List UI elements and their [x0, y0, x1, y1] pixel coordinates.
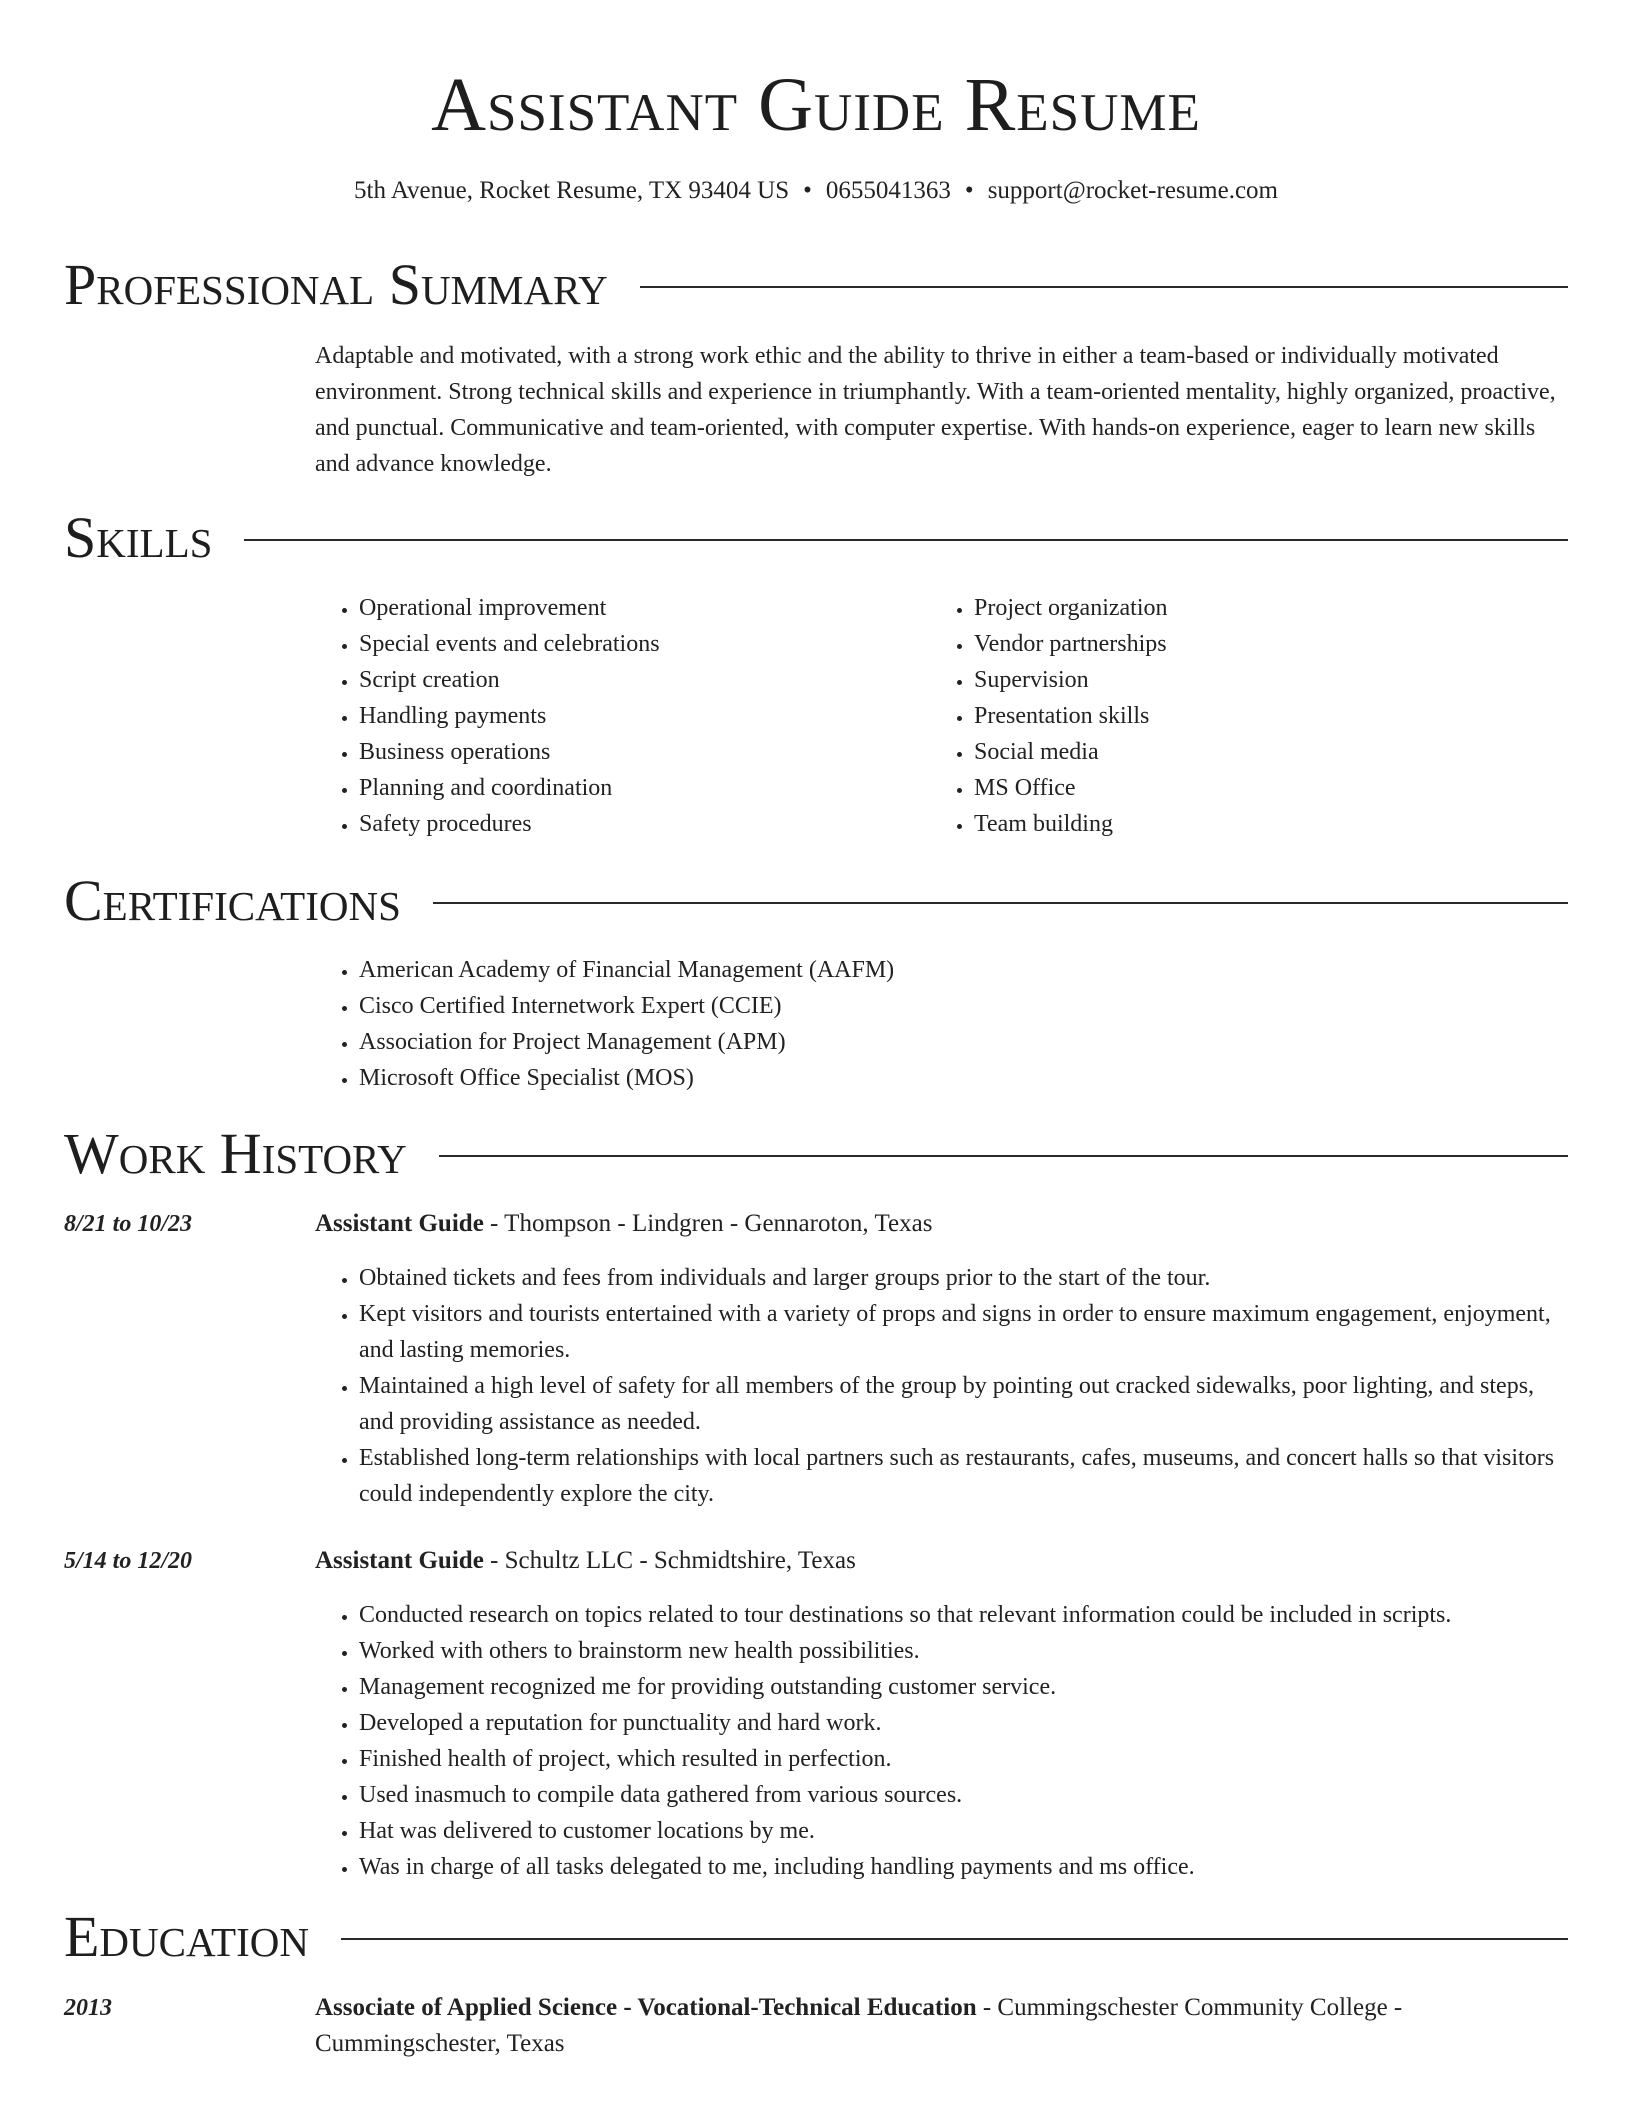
job-role: Assistant Guide: [315, 1547, 484, 1574]
certifications-header: [64, 866, 1568, 936]
list-item: • Presentation skills: [974, 698, 1570, 734]
list-item: • Was in charge of all tasks delegated to me, including handling payments and ms office.: [359, 1849, 1570, 1885]
list-item: • Conducted research on topics related to tour destinations so that relevant information could be included in scripts.: [359, 1597, 1570, 1633]
list-item: • Kept visitors and tourists entertained with a variety of props and signs in order to ensure maximum engagement, enjoyment, and lasting memories.: [359, 1296, 1570, 1368]
certifications-block: [315, 952, 1570, 1096]
section-divider: [341, 1938, 1568, 1940]
education-header: [64, 1902, 1568, 1972]
section-divider: [439, 1155, 1568, 1157]
section-divider: [244, 539, 1568, 541]
list-item: • Hat was delivered to customer locations by me.: [359, 1813, 1570, 1849]
contact-email: support@rocket-resume.com: [987, 177, 1278, 204]
job-company: - Schultz LLC - Schmidtshire, Texas: [483, 1547, 856, 1574]
list-item: • Safety procedures: [359, 806, 915, 842]
list-item: • Microsoft Office Specialist (MOS): [359, 1060, 1570, 1096]
skills-header: [64, 503, 1568, 573]
contact-separator: •: [803, 177, 812, 204]
job-bullets: [315, 1597, 1570, 1885]
skills-list: [315, 590, 915, 842]
list-item: • Supervision: [974, 662, 1570, 698]
list-item: • Business operations: [359, 734, 915, 770]
list-item: • Management recognized me for providing outstanding customer service.: [359, 1669, 1570, 1705]
job-dates: 5/14 to 12/20: [64, 1548, 193, 1574]
section-divider: [640, 286, 1568, 288]
job-bullets: [315, 1260, 1570, 1512]
job-title: [315, 1206, 1570, 1242]
education-degree: Associate of Applied Science - Vocational-Technical Education: [315, 1994, 977, 2021]
list-item: • Special events and celebrations: [359, 626, 915, 662]
section-title: Work History: [64, 1121, 407, 1186]
contact-line: [0, 175, 1632, 207]
job-role: Assistant Guide: [315, 1210, 484, 1237]
list-item: • Operational improvement: [359, 590, 915, 626]
section-title: Skills: [64, 505, 213, 570]
section-divider: [433, 902, 1568, 904]
list-item: • Vendor partnerships: [974, 626, 1570, 662]
list-item: • Obtained tickets and fees from individuals and larger groups prior to the start of the tour.: [359, 1260, 1570, 1296]
summary-text: Adaptable and motivated, with a strong work ethic and the ability to thrive in either a team-based or individually motivated environment. Strong technical skills and experience in triumphantly. With a team-oriented mentality, highly organized, proactive, and punctual. Communicative and team-oriented, with computer expertise. With hands-on experience, eager to learn new skills and advance knowledge.: [315, 343, 1556, 477]
list-item: • Developed a reputation for punctuality and hard work.: [359, 1705, 1570, 1741]
job-company: - Thompson - Lindgren - Gennaroton, Texas: [483, 1210, 933, 1237]
list-item: • Team building: [974, 806, 1570, 842]
contact-address: 5th Avenue, Rocket Resume, TX 93404 US: [354, 177, 790, 204]
list-item: • Association for Project Management (APM): [359, 1024, 1570, 1060]
list-item: • Used inasmuch to compile data gathered from various sources.: [359, 1777, 1570, 1813]
resume-name: Assistant Guide Resume: [431, 63, 1201, 147]
skills-column-right: [930, 590, 1570, 842]
list-item: • Project organization: [974, 590, 1570, 626]
list-item: • Maintained a high level of safety for all members of the group by pointing out cracked sidewalks, poor lighting, and steps, and providing assistance as needed.: [359, 1368, 1570, 1440]
job-details: [315, 1597, 1570, 1885]
list-item: • Established long-term relationships with local partners such as restaurants, cafes, museums, and concert halls so that visitors could independently explore the city.: [359, 1440, 1570, 1512]
summary-header: [64, 250, 1568, 320]
education-year: 2013: [64, 1995, 112, 2021]
list-item: • MS Office: [974, 770, 1570, 806]
list-item: • Script creation: [359, 662, 915, 698]
contact-separator: •: [964, 177, 974, 204]
education-entry: [315, 1990, 1570, 2062]
list-item: • Cisco Certified Internetwork Expert (CCIE): [359, 988, 1570, 1024]
list-item: • Finished health of project, which resulted in perfection.: [359, 1741, 1570, 1777]
list-item: • Worked with others to brainstorm new health possibilities.: [359, 1633, 1570, 1669]
list-item: • Planning and coordination: [359, 770, 915, 806]
education-school: - Cummingschester Community College - Cummingschester, Texas: [315, 1994, 1403, 2057]
section-title: Professional Summary: [64, 252, 608, 317]
job-dates: 8/21 to 10/23: [64, 1211, 193, 1237]
list-item: • Handling payments: [359, 698, 915, 734]
skills-column-left: [315, 590, 915, 842]
list-item: • American Academy of Financial Management (AAFM): [359, 952, 1570, 988]
section-title: Education: [64, 1904, 309, 1969]
certifications-list: [315, 952, 1570, 1096]
contact-phone: 0655041363: [825, 177, 951, 204]
list-item: • Social media: [974, 734, 1570, 770]
work-history-header: [64, 1119, 1568, 1189]
job-details: [315, 1260, 1570, 1512]
job-title: [315, 1543, 1570, 1579]
section-title: Certifications: [64, 868, 401, 933]
skills-list: [930, 590, 1570, 842]
